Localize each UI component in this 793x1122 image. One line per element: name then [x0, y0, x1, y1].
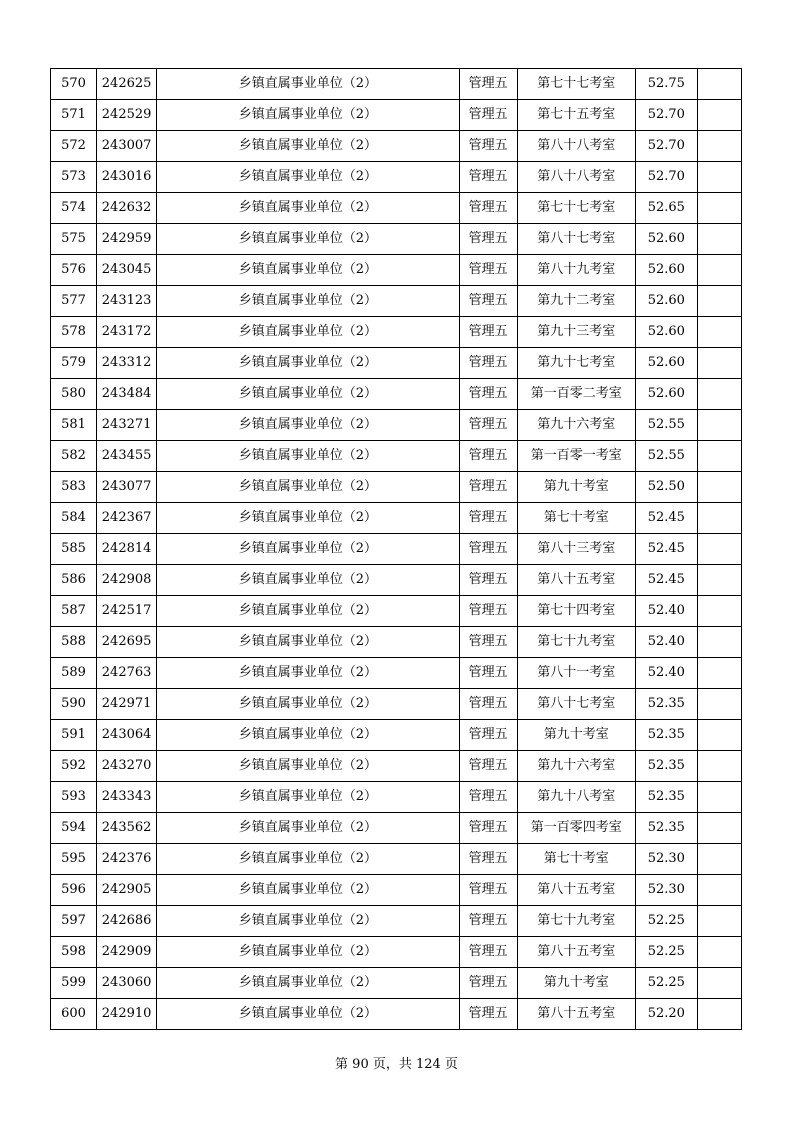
unit-cell: 乡镇直属事业单位（2）: [157, 441, 459, 472]
exam-id-cell: 242971: [97, 689, 157, 720]
unit-cell: 乡镇直属事业单位（2）: [157, 224, 459, 255]
seq-cell: 599: [51, 968, 97, 999]
post-cell: 管理五: [459, 627, 517, 658]
table-row: [51, 162, 742, 193]
exam-room-cell: 第九十二考室: [517, 286, 635, 317]
post-cell: 管理五: [459, 441, 517, 472]
score-cell: 52.40: [635, 658, 697, 689]
post-cell: 管理五: [459, 596, 517, 627]
seq-cell: 582: [51, 441, 97, 472]
score-cell: 52.70: [635, 100, 697, 131]
post-cell: 管理五: [459, 565, 517, 596]
table-row: [51, 379, 742, 410]
post-cell: 管理五: [459, 999, 517, 1030]
note-cell: [697, 224, 741, 255]
exam-room-cell: 第八十一考室: [517, 658, 635, 689]
exam-room-cell: 第九十七考室: [517, 348, 635, 379]
note-cell: [697, 317, 741, 348]
score-cell: 52.60: [635, 379, 697, 410]
unit-cell: 乡镇直属事业单位（2）: [157, 193, 459, 224]
post-cell: 管理五: [459, 534, 517, 565]
exam-id-cell: 242905: [97, 875, 157, 906]
note-cell: [697, 720, 741, 751]
note-cell: [697, 627, 741, 658]
exam-room-cell: 第七十五考室: [517, 100, 635, 131]
post-cell: 管理五: [459, 69, 517, 100]
table-row: [51, 968, 742, 999]
exam-id-cell: 242959: [97, 224, 157, 255]
note-cell: [697, 441, 741, 472]
exam-id-cell: 242529: [97, 100, 157, 131]
note-cell: [697, 379, 741, 410]
table-row: [51, 596, 742, 627]
exam-id-cell: 242695: [97, 627, 157, 658]
post-cell: 管理五: [459, 782, 517, 813]
post-cell: 管理五: [459, 410, 517, 441]
score-cell: 52.25: [635, 937, 697, 968]
exam-id-cell: 243484: [97, 379, 157, 410]
seq-cell: 572: [51, 131, 97, 162]
seq-cell: 591: [51, 720, 97, 751]
exam-room-cell: 第八十五考室: [517, 999, 635, 1030]
unit-cell: 乡镇直属事业单位（2）: [157, 534, 459, 565]
exam-room-cell: 第九十六考室: [517, 751, 635, 782]
exam-room-cell: 第九十考室: [517, 720, 635, 751]
exam-id-cell: 242763: [97, 658, 157, 689]
seq-cell: 587: [51, 596, 97, 627]
exam-id-cell: 242686: [97, 906, 157, 937]
table-row: [51, 999, 742, 1030]
post-cell: 管理五: [459, 503, 517, 534]
exam-room-cell: 第八十八考室: [517, 131, 635, 162]
note-cell: [697, 503, 741, 534]
seq-cell: 580: [51, 379, 97, 410]
post-cell: 管理五: [459, 906, 517, 937]
exam-id-cell: 243271: [97, 410, 157, 441]
score-cell: 52.30: [635, 844, 697, 875]
seq-cell: 592: [51, 751, 97, 782]
unit-cell: 乡镇直属事业单位（2）: [157, 565, 459, 596]
table-row: [51, 906, 742, 937]
score-cell: 52.60: [635, 317, 697, 348]
post-cell: 管理五: [459, 472, 517, 503]
seq-cell: 597: [51, 906, 97, 937]
table-row: [51, 100, 742, 131]
exam-room-cell: 第七十七考室: [517, 69, 635, 100]
exam-room-cell: 第八十五考室: [517, 565, 635, 596]
unit-cell: 乡镇直属事业单位（2）: [157, 999, 459, 1030]
table-row: [51, 131, 742, 162]
note-cell: [697, 844, 741, 875]
score-cell: 52.45: [635, 565, 697, 596]
table-row: [51, 937, 742, 968]
unit-cell: 乡镇直属事业单位（2）: [157, 596, 459, 627]
exam-room-cell: 第八十九考室: [517, 255, 635, 286]
post-cell: 管理五: [459, 968, 517, 999]
note-cell: [697, 658, 741, 689]
unit-cell: 乡镇直属事业单位（2）: [157, 255, 459, 286]
score-cell: 52.25: [635, 906, 697, 937]
table-row: [51, 689, 742, 720]
unit-cell: 乡镇直属事业单位（2）: [157, 782, 459, 813]
note-cell: [697, 813, 741, 844]
note-cell: [697, 875, 741, 906]
post-cell: 管理五: [459, 875, 517, 906]
table-row: [51, 720, 742, 751]
exam-id-cell: 242376: [97, 844, 157, 875]
note-cell: [697, 906, 741, 937]
table-row: [51, 782, 742, 813]
unit-cell: 乡镇直属事业单位（2）: [157, 844, 459, 875]
unit-cell: 乡镇直属事业单位（2）: [157, 720, 459, 751]
seq-cell: 571: [51, 100, 97, 131]
page-footer: 第 90 页，共 124 页: [335, 1057, 458, 1072]
score-cell: 52.60: [635, 286, 697, 317]
score-cell: 52.40: [635, 627, 697, 658]
exam-id-cell: 243123: [97, 286, 157, 317]
post-cell: 管理五: [459, 255, 517, 286]
note-cell: [697, 348, 741, 379]
seq-cell: 589: [51, 658, 97, 689]
table-row: [51, 193, 742, 224]
post-cell: 管理五: [459, 379, 517, 410]
exam-room-cell: 第八十五考室: [517, 875, 635, 906]
table-row: [51, 410, 742, 441]
exam-room-cell: 第七十七考室: [517, 193, 635, 224]
table-row: [51, 348, 742, 379]
seq-cell: 576: [51, 255, 97, 286]
seq-cell: 584: [51, 503, 97, 534]
seq-cell: 595: [51, 844, 97, 875]
post-cell: 管理五: [459, 689, 517, 720]
exam-room-cell: 第九十八考室: [517, 782, 635, 813]
seq-cell: 590: [51, 689, 97, 720]
unit-cell: 乡镇直属事业单位（2）: [157, 937, 459, 968]
exam-id-cell: 243016: [97, 162, 157, 193]
table-row: [51, 255, 742, 286]
seq-cell: 573: [51, 162, 97, 193]
post-cell: 管理五: [459, 348, 517, 379]
note-cell: [697, 472, 741, 503]
exam-room-cell: 第七十考室: [517, 503, 635, 534]
note-cell: [697, 193, 741, 224]
note-cell: [697, 565, 741, 596]
seq-cell: 588: [51, 627, 97, 658]
post-cell: 管理五: [459, 131, 517, 162]
post-cell: 管理五: [459, 162, 517, 193]
note-cell: [697, 782, 741, 813]
exam-room-cell: 第七十九考室: [517, 627, 635, 658]
unit-cell: 乡镇直属事业单位（2）: [157, 875, 459, 906]
unit-cell: 乡镇直属事业单位（2）: [157, 627, 459, 658]
exam-id-cell: 243562: [97, 813, 157, 844]
unit-cell: 乡镇直属事业单位（2）: [157, 379, 459, 410]
seq-cell: 593: [51, 782, 97, 813]
seq-cell: 583: [51, 472, 97, 503]
exam-room-cell: 第八十三考室: [517, 534, 635, 565]
exam-id-cell: 243064: [97, 720, 157, 751]
table-row: [51, 286, 742, 317]
seq-cell: 579: [51, 348, 97, 379]
exam-id-cell: 243077: [97, 472, 157, 503]
score-cell: 52.30: [635, 875, 697, 906]
note-cell: [697, 100, 741, 131]
exam-id-cell: 242517: [97, 596, 157, 627]
exam-id-cell: 242814: [97, 534, 157, 565]
exam-room-cell: 第七十九考室: [517, 906, 635, 937]
note-cell: [697, 255, 741, 286]
note-cell: [697, 534, 741, 565]
unit-cell: 乡镇直属事业单位（2）: [157, 100, 459, 131]
seq-cell: 578: [51, 317, 97, 348]
exam-room-cell: 第一百零二考室: [517, 379, 635, 410]
exam-id-cell: 243270: [97, 751, 157, 782]
unit-cell: 乡镇直属事业单位（2）: [157, 131, 459, 162]
exam-id-cell: 242910: [97, 999, 157, 1030]
seq-cell: 585: [51, 534, 97, 565]
exam-room-cell: 第一百零一考室: [517, 441, 635, 472]
unit-cell: 乡镇直属事业单位（2）: [157, 472, 459, 503]
exam-id-cell: 242908: [97, 565, 157, 596]
unit-cell: 乡镇直属事业单位（2）: [157, 906, 459, 937]
exam-room-cell: 第九十考室: [517, 968, 635, 999]
post-cell: 管理五: [459, 224, 517, 255]
table-row: [51, 534, 742, 565]
note-cell: [697, 162, 741, 193]
unit-cell: 乡镇直属事业单位（2）: [157, 410, 459, 441]
post-cell: 管理五: [459, 658, 517, 689]
note-cell: [697, 999, 741, 1030]
unit-cell: 乡镇直属事业单位（2）: [157, 689, 459, 720]
unit-cell: 乡镇直属事业单位（2）: [157, 503, 459, 534]
table-row: [51, 658, 742, 689]
unit-cell: 乡镇直属事业单位（2）: [157, 162, 459, 193]
unit-cell: 乡镇直属事业单位（2）: [157, 69, 459, 100]
score-cell: 52.65: [635, 193, 697, 224]
seq-cell: 570: [51, 69, 97, 100]
score-cell: 52.50: [635, 472, 697, 503]
exam-room-cell: 第七十四考室: [517, 596, 635, 627]
score-cell: 52.75: [635, 69, 697, 100]
score-cell: 52.70: [635, 162, 697, 193]
seq-cell: 598: [51, 937, 97, 968]
seq-cell: 574: [51, 193, 97, 224]
table-row: [51, 627, 742, 658]
note-cell: [697, 968, 741, 999]
note-cell: [697, 751, 741, 782]
exam-id-cell: 242632: [97, 193, 157, 224]
score-cell: 52.60: [635, 255, 697, 286]
table-body: [51, 69, 742, 1030]
exam-id-cell: 243343: [97, 782, 157, 813]
score-cell: 52.45: [635, 503, 697, 534]
score-cell: 52.55: [635, 441, 697, 472]
unit-cell: 乡镇直属事业单位（2）: [157, 751, 459, 782]
seq-cell: 594: [51, 813, 97, 844]
exam-id-cell: 243312: [97, 348, 157, 379]
score-cell: 52.35: [635, 782, 697, 813]
score-cell: 52.25: [635, 968, 697, 999]
table-row: [51, 441, 742, 472]
table-row: [51, 844, 742, 875]
exam-id-cell: 242367: [97, 503, 157, 534]
exam-room-cell: 第八十七考室: [517, 689, 635, 720]
exam-id-cell: 243455: [97, 441, 157, 472]
seq-cell: 596: [51, 875, 97, 906]
seq-cell: 586: [51, 565, 97, 596]
table-row: [51, 875, 742, 906]
post-cell: 管理五: [459, 317, 517, 348]
table-row: [51, 69, 742, 100]
seq-cell: 600: [51, 999, 97, 1030]
score-cell: 52.20: [635, 999, 697, 1030]
note-cell: [697, 596, 741, 627]
note-cell: [697, 69, 741, 100]
unit-cell: 乡镇直属事业单位（2）: [157, 813, 459, 844]
note-cell: [697, 286, 741, 317]
seq-cell: 581: [51, 410, 97, 441]
exam-room-cell: 第七十考室: [517, 844, 635, 875]
exam-room-cell: 第八十五考室: [517, 937, 635, 968]
post-cell: 管理五: [459, 937, 517, 968]
post-cell: 管理五: [459, 844, 517, 875]
exam-room-cell: 第八十七考室: [517, 224, 635, 255]
exam-room-cell: 第九十六考室: [517, 410, 635, 441]
table-row: [51, 317, 742, 348]
score-cell: 52.35: [635, 689, 697, 720]
score-cell: 52.45: [635, 534, 697, 565]
exam-id-cell: 242909: [97, 937, 157, 968]
unit-cell: 乡镇直属事业单位（2）: [157, 658, 459, 689]
exam-room-cell: 第一百零四考室: [517, 813, 635, 844]
seq-cell: 577: [51, 286, 97, 317]
note-cell: [697, 131, 741, 162]
score-cell: 52.35: [635, 720, 697, 751]
score-cell: 52.40: [635, 596, 697, 627]
exam-room-cell: 第九十三考室: [517, 317, 635, 348]
unit-cell: 乡镇直属事业单位（2）: [157, 286, 459, 317]
post-cell: 管理五: [459, 100, 517, 131]
note-cell: [697, 410, 741, 441]
post-cell: 管理五: [459, 751, 517, 782]
note-cell: [697, 937, 741, 968]
table-row: [51, 813, 742, 844]
exam-id-cell: 242625: [97, 69, 157, 100]
exam-id-cell: 243060: [97, 968, 157, 999]
seq-cell: 575: [51, 224, 97, 255]
score-cell: 52.60: [635, 224, 697, 255]
table-row: [51, 751, 742, 782]
score-cell: 52.35: [635, 813, 697, 844]
table-row: [51, 503, 742, 534]
exam-id-cell: 243172: [97, 317, 157, 348]
unit-cell: 乡镇直属事业单位（2）: [157, 968, 459, 999]
post-cell: 管理五: [459, 286, 517, 317]
exam-room-cell: 第九十考室: [517, 472, 635, 503]
unit-cell: 乡镇直属事业单位（2）: [157, 348, 459, 379]
table-row: [51, 565, 742, 596]
unit-cell: 乡镇直属事业单位（2）: [157, 317, 459, 348]
score-cell: 52.35: [635, 751, 697, 782]
exam-room-cell: 第八十八考室: [517, 162, 635, 193]
note-cell: [697, 689, 741, 720]
post-cell: 管理五: [459, 193, 517, 224]
table-row: [51, 472, 742, 503]
score-table: [50, 68, 742, 1030]
exam-id-cell: 243007: [97, 131, 157, 162]
post-cell: 管理五: [459, 813, 517, 844]
post-cell: 管理五: [459, 720, 517, 751]
table-row: [51, 224, 742, 255]
score-cell: 52.60: [635, 348, 697, 379]
exam-id-cell: 243045: [97, 255, 157, 286]
score-cell: 52.55: [635, 410, 697, 441]
score-cell: 52.70: [635, 131, 697, 162]
